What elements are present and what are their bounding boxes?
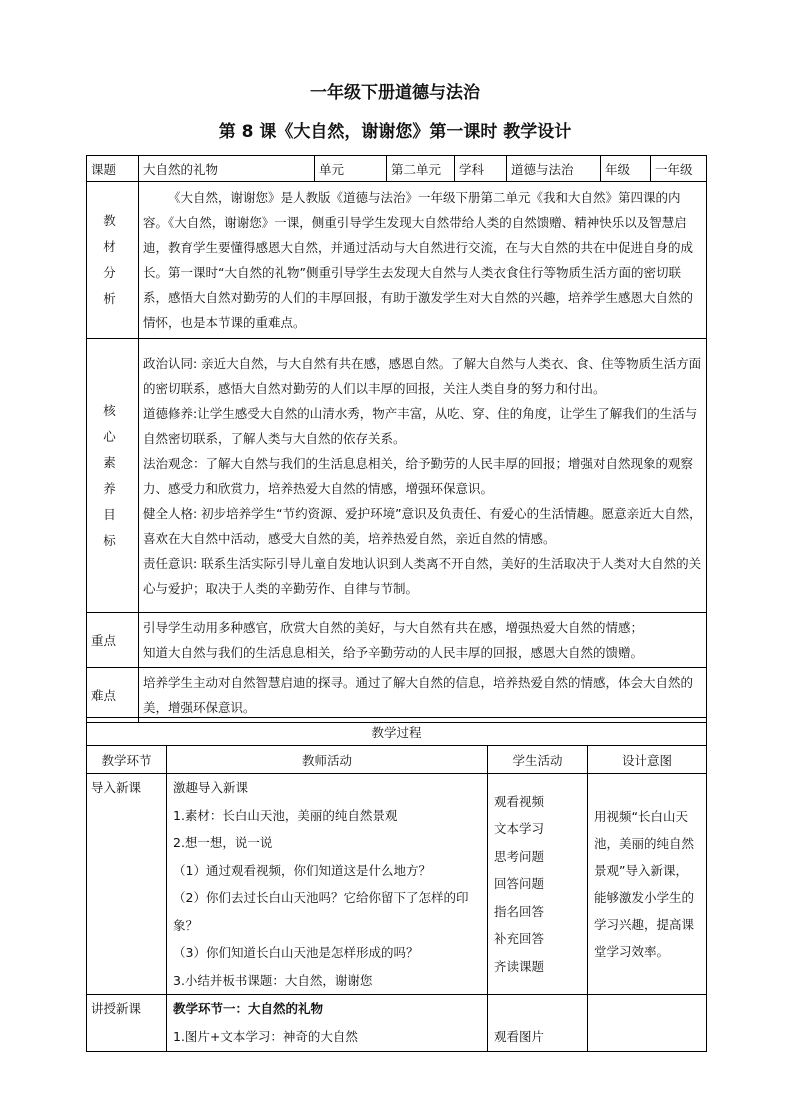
student-activity-new [488, 995, 588, 1052]
analysis-text: 《大自然，谢谢您》是人教版《道德与法治》一年级下册第二单元《我和大自然》第四课的内容。《大自然，谢谢您》一课，侧重引导学生发现大自然带给人类的自然馈赠、精神快乐以及智慧启迪，教育学生要懂得感恩大自然，并通过活动与大自然进行交流，在与大自然的共在中促进自身的成长。第一课时“大自然的礼物”侧重引导学生去发现大自然与人类衣食住行等物质生活方面的密切联系，感悟大自然对勤劳的人们的丰厚回报，有助于激发学生对大自然的兴趣，培养学生感恩大自然的情怀，也是本节课的重难点。 [139, 182, 707, 339]
key-label: 重点 [87, 613, 139, 668]
teacher-step: 激趣导入新课 [173, 780, 249, 795]
teacher-step: 1.素材：长白山天池，美丽的纯自然景观 [173, 807, 398, 823]
core-goal-item: 政治认同: 亲近大自然，与大自然有共在感，感恩自然。了解大自然与人类衣、食、住等物质生活方面的密切联系，感悟大自然对勤劳的人们以丰厚的回报，关注人类自身的努力和付出。 [143, 355, 702, 396]
document-subtitle: 第 8 课《大自然，谢谢您》第一课时 教学设计 [218, 122, 572, 142]
subject-label: 学科 [455, 156, 507, 182]
column-header: 设计意图 [588, 746, 707, 774]
subject-value: 道德与法治 [507, 156, 601, 182]
unit-label: 单元 [315, 156, 387, 182]
grade-value: 一年级 [651, 156, 707, 182]
student-activity-intro [488, 774, 588, 995]
process-header: 教学过程 [87, 718, 707, 746]
column-header: 学生活动 [488, 746, 588, 774]
core-label-line: 核 心 [103, 402, 122, 444]
core-label-line: 目 标 [103, 506, 122, 548]
student-step: 观看图片 [494, 1029, 545, 1044]
core-goals [139, 339, 707, 613]
student-step: 回答问题 [494, 876, 545, 892]
teacher-step: （1）通过观看视频，你们知道这是什么地方？ [173, 862, 431, 878]
teacher-step: 教学环节一：大自然的礼物 [173, 1001, 324, 1016]
document-title: 一年级下册道德与法治 [310, 83, 480, 103]
teacher-step: （2）你们去过长白山天池吗？它给你留下了怎样的印象？ [173, 890, 469, 933]
teacher-step: 2.想一想，说一说 [173, 835, 273, 850]
analysis-label-line: 教 材 [103, 213, 122, 254]
core-goal-item: 道德修养:让学生感受大自然的山清水秀，物产丰富，从吃、穿、住的角度，让学生了解我们的生活与自然密切联系，了解人类与大自然的依存关系。 [143, 405, 698, 446]
student-step: 齐读课题 [494, 958, 545, 974]
core-goal-item: 健全人格: 初步培养学生“节约资源、爱护环境”意识及负责任、有爱心的生活情趣。愿意亲近大自然，喜欢在大自然中活动，感受大自然的美，培养热爱自然，亲近自然的情感。 [143, 505, 702, 546]
core-label-line: 素 养 [103, 454, 122, 496]
teacher-step: （3）你们知道长白山天池是怎样形成的吗？ [173, 945, 419, 960]
teacher-activity-intro [167, 774, 488, 995]
design-intent-intro: 用视频“长白山天池，美丽的纯自然景观”导入新课，能够激发小学生的学习兴趣，提高课堂学习效率。 [588, 774, 707, 995]
unit-value: 第二单元 [387, 156, 455, 182]
teacher-step: 1.图片+文本学习：神奇的大自然 [173, 1028, 358, 1044]
student-step: 思考问题 [494, 848, 545, 864]
key-point-line: 引导学生动用多种感官，欣赏大自然的美好，与大自然有共在感，增强热爱大自然的情感； [143, 620, 644, 635]
core-label [87, 339, 139, 613]
topic-value: 大自然的礼物 [139, 156, 315, 182]
student-step: 观看视频 [494, 793, 545, 809]
student-step: 指名回答 [494, 903, 545, 919]
core-goal-item: 法治观念：了解大自然与我们的生活息息相关，给予勤劳的人民丰厚的回报；增强对自然现象的观察力、感受力和欣赏力，培养热爱大自然的情感，增强环保意识。 [143, 455, 694, 496]
difficulty-text: 培养学生主动对自然智慧启迪的探寻。通过了解大自然的信息，培养热爱自然的情感，体会大自然的美，增强环保意识。 [139, 668, 707, 723]
stage-intro: 导入新课 [87, 774, 167, 995]
student-step: 文本学习 [494, 821, 545, 837]
key-points [139, 613, 707, 668]
stage-new: 讲授新课 [87, 995, 167, 1052]
column-header: 教师活动 [167, 746, 488, 774]
key-point-line: 知道大自然与我们的生活息息相关，给予辛勤劳动的人民丰厚的回报，感恩大自然的馈赠。 [143, 645, 644, 660]
topic-label: 课题 [87, 156, 139, 182]
difficulty-label: 难点 [87, 668, 139, 723]
teacher-activity-new [167, 995, 488, 1052]
grade-label: 年级 [601, 156, 651, 182]
core-goal-item: 责任意识: 联系生活实际引导儿童自发地认识到人类离不开自然，美好的生活取决于人类对大自然的关心与爱护；取决于人类的辛勤劳作、自律与节制。 [143, 555, 702, 596]
analysis-label-line: 分 析 [103, 265, 122, 306]
column-header: 教学环节 [87, 746, 167, 774]
teacher-step: 3.小结并板书课题：大自然，谢谢您 [173, 972, 373, 988]
analysis-label [87, 182, 139, 339]
lesson-info-table [86, 155, 707, 723]
teaching-process-table [86, 717, 707, 1052]
design-intent-new [588, 995, 707, 1052]
student-step: 补充回答 [494, 931, 545, 947]
